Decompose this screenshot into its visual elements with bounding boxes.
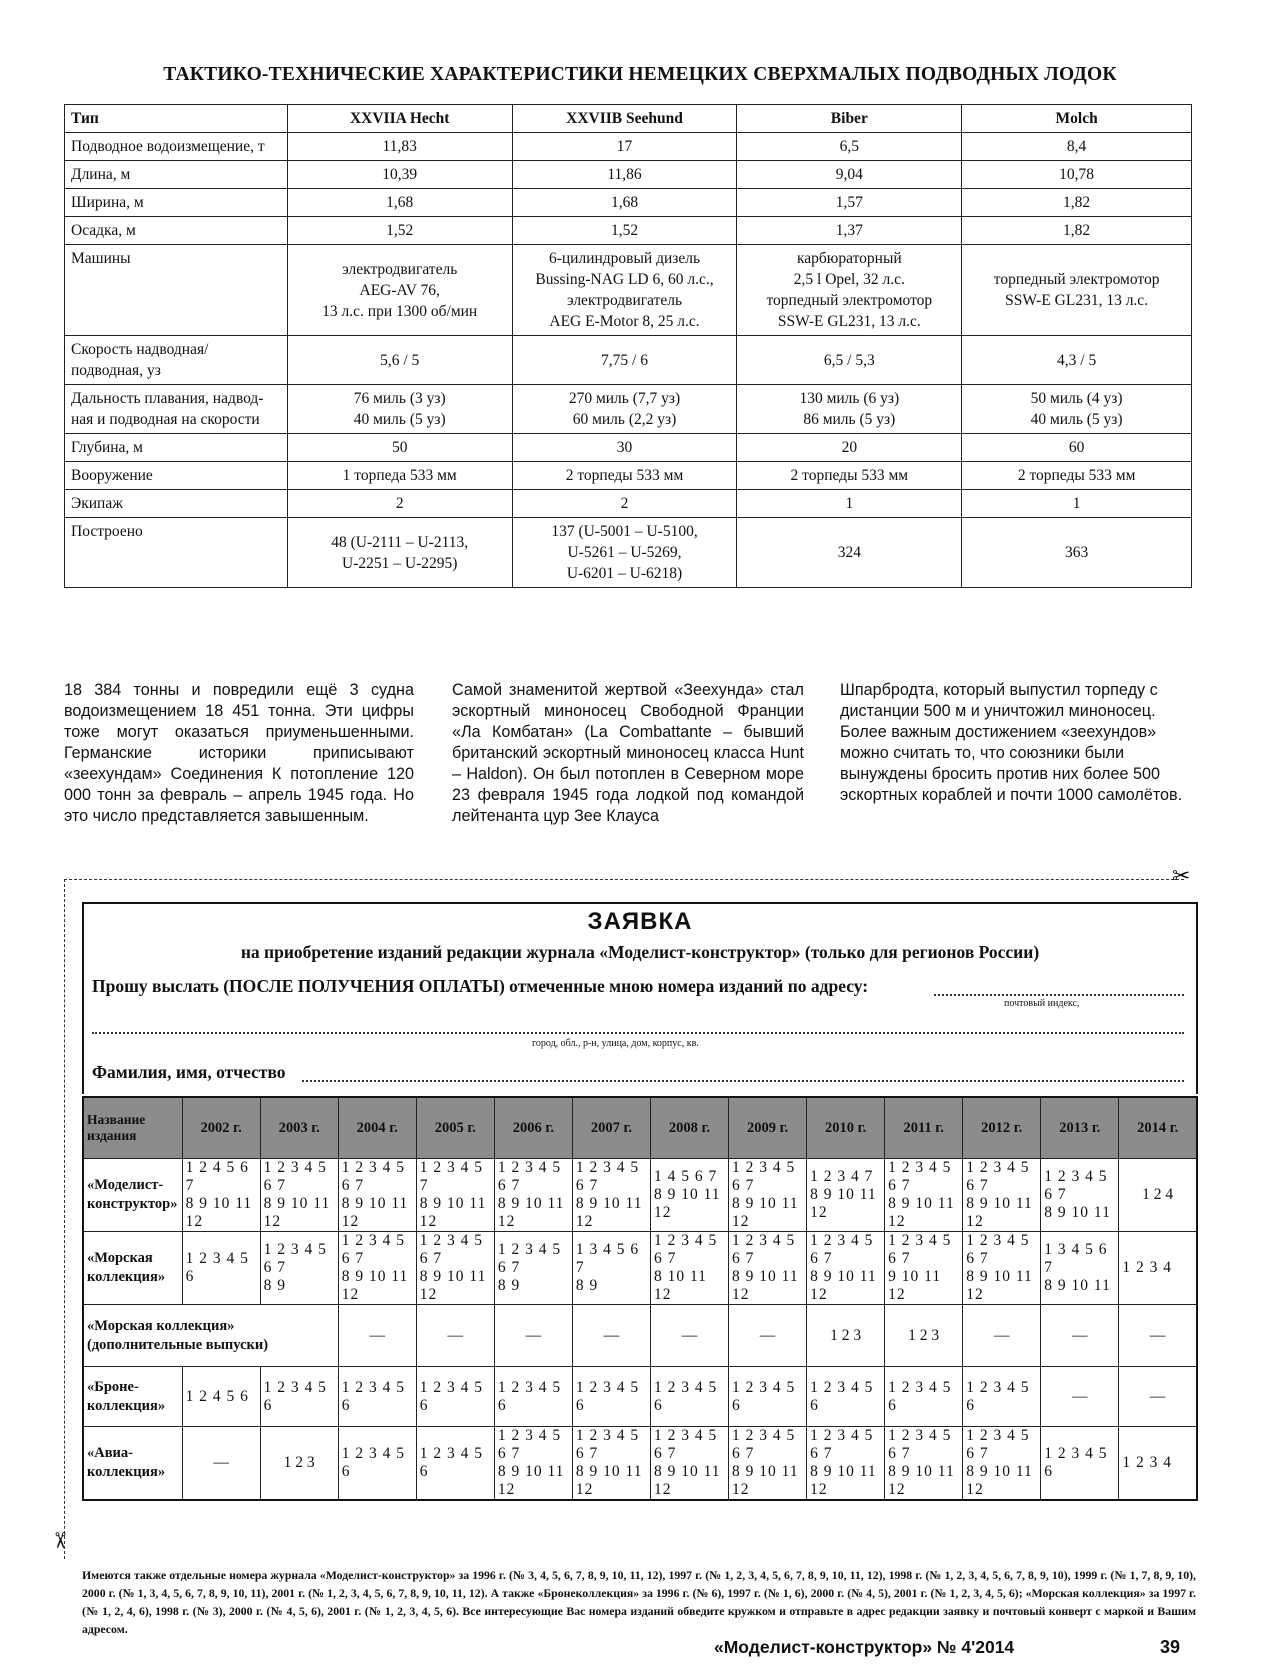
specs-value-cell: 6,5 [737,133,962,161]
issue-cell[interactable]: — [416,1305,494,1367]
specs-value-cell: 270 миль (7,7 уз) 60 миль (2,2 уз) [512,385,737,434]
cut-line-vertical [64,879,65,1559]
specs-row-label: Вооружение [65,462,288,490]
address-field-index[interactable] [934,994,1184,996]
order-form [82,902,1198,1094]
scissors-icon: ✂ [1172,864,1191,889]
specs-row [65,518,1192,588]
specs-value-cell: 10,39 [287,161,512,189]
issue-cell[interactable]: 1 2 3 4 5 6 7 8 9 10 11 12 [650,1427,728,1501]
issue-cell[interactable]: 1 2 3 4 5 6 7 8 9 10 11 12 [963,1427,1041,1501]
specs-value-cell: 50 миль (4 уз) 40 миль (5 уз) [962,385,1192,434]
address-hint: город, обл., р-н, улица, дом, корпус, кв. [532,1038,699,1049]
specs-header-cell: XXVIIA Hecht [287,105,512,133]
specs-value-cell: 1,57 [737,189,962,217]
order-table [82,1096,1198,1501]
specs-value-cell: 6,5 / 5,3 [737,336,962,385]
specs-value-cell: 1 [962,490,1192,518]
issue-cell[interactable]: 1 2 3 4 5 6 7 8 10 11 12 [650,1232,728,1305]
issue-cell[interactable]: 1 2 3 4 5 6 [572,1367,650,1427]
specs-value-cell: 2 торпеды 533 мм [737,462,962,490]
order-row [83,1367,1197,1427]
article-column-3: Шпарбродта, который выпустил торпеду с дистанции 500 м и уничтожил миноносец. Более важным достижением «зеехундов» можно считать то, что союзники были вынуждены бросить против них более 500 эскортных кораблей и почти 1000 самолётов. [840,681,1183,804]
year-header: 2008 г. [650,1097,728,1159]
issue-cell[interactable]: — [650,1305,728,1367]
issue-cell[interactable]: 1 2 3 4 5 6 7 9 10 11 12 [885,1232,963,1305]
issue-cell[interactable]: 1 2 3 4 5 6 [1041,1427,1119,1501]
index-hint: почтовый индекс, [1004,998,1080,1009]
year-header: 2011 г. [885,1097,963,1159]
issue-cell[interactable]: 1 2 3 4 5 6 [182,1232,260,1305]
cut-line-horizontal [64,879,1184,880]
name-field[interactable] [302,1080,1184,1082]
issue-cell[interactable]: 1 2 3 4 [1119,1232,1197,1305]
issue-cell[interactable]: 1 2 4 [1119,1159,1197,1232]
issue-cell[interactable]: 1 2 4 5 6 [182,1367,260,1427]
specs-value-cell: 363 [962,518,1192,588]
footer-magazine: «Моделист-конструктор» № 4'2014 [714,1637,1015,1657]
order-row [83,1159,1197,1232]
specs-value-cell: 17 [512,133,737,161]
order-row [83,1427,1197,1501]
issue-cell[interactable]: — [572,1305,650,1367]
specs-row-label: Подводное водоизмещение, т [65,133,288,161]
article-column-2: Самой знаменитой жертвой «Зеехунда» стал эскортный миноносец Свободной Франции «Ла Комбатан» (La Combattante – бывший британский эскортный миноносец класса Hunt – Haldon). Он был потоплен в Северном море 23 февраля 1945 года лодкой под командой лейтенанта цур Зее Клауса [452,681,804,825]
year-header: 2007 г. [572,1097,650,1159]
specs-value-cell: 4,3 / 5 [962,336,1192,385]
specs-row [65,462,1192,490]
issue-cell[interactable]: — [729,1305,807,1367]
specs-header-row [65,105,1192,133]
specs-row-label: Длина, м [65,161,288,189]
issue-cell[interactable]: 1 2 3 4 5 6 [885,1367,963,1427]
specs-value-cell: 137 (U-5001 – U-5100, U-5261 – U-5269, U-6201 – U-6218) [512,518,737,588]
specs-value-cell: торпедный электромотор SSW-E GL231, 13 л.с. [962,245,1192,336]
issue-cell[interactable]: 1 2 3 4 5 6 7 8 9 10 11 12 [729,1159,807,1232]
specs-value-cell: 50 [287,434,512,462]
specs-value-cell: электродвигатель AEG-AV 76, 13 л.с. при 1300 об/мин [287,245,512,336]
publication-name: «Морская коллекция» (дополнительные выпуски) [83,1305,338,1367]
issue-cell[interactable]: 1 2 3 4 5 6 [494,1367,572,1427]
specs-value-cell: 130 миль (6 уз) 86 миль (5 уз) [737,385,962,434]
specs-value-cell: 9,04 [737,161,962,189]
specs-value-cell: 11,86 [512,161,737,189]
specs-value-cell: 2 торпеды 533 мм [962,462,1192,490]
specs-row [65,245,1192,336]
issue-cell[interactable]: 1 2 3 4 7 8 9 10 11 12 [807,1159,885,1232]
specs-value-cell: 8,4 [962,133,1192,161]
issue-cell[interactable]: — [494,1305,572,1367]
specs-value-cell: 5,6 / 5 [287,336,512,385]
issue-cell[interactable]: 1 2 3 4 5 6 7 8 9 10 11 12 [729,1232,807,1305]
order-row [83,1232,1197,1305]
scissors-icon: ✂ [46,1531,72,1550]
issue-cell[interactable]: 1 2 3 4 5 6 [963,1367,1041,1427]
year-header: 2005 г. [416,1097,494,1159]
specs-value-cell: 2 торпеды 533 мм [512,462,737,490]
specs-row [65,490,1192,518]
specs-row [65,133,1192,161]
issue-cell[interactable]: — [1041,1367,1119,1427]
specs-row-label: Машины [65,245,288,336]
specs-value-cell: 1,82 [962,217,1192,245]
issue-cell[interactable]: 1 2 3 4 5 6 7 8 9 [260,1232,338,1305]
issue-cell[interactable]: 1 2 3 4 5 6 7 8 9 10 11 [1041,1159,1119,1232]
specs-header-cell: Тип [65,105,288,133]
order-header-row [83,1097,1197,1159]
specs-value-cell: 7,75 / 6 [512,336,737,385]
specs-row [65,336,1192,385]
specs-row-label: Скорость надводная/ подводная, уз [65,336,288,385]
issue-cell[interactable]: 1 2 3 4 5 6 7 8 9 10 11 12 [338,1232,416,1305]
issue-cell[interactable]: 1 2 3 4 5 6 [729,1367,807,1427]
issue-cell[interactable]: — [963,1305,1041,1367]
specs-row-label: Ширина, м [65,189,288,217]
issue-cell[interactable]: 1 2 3 4 5 6 [416,1367,494,1427]
issue-cell[interactable]: 1 2 3 4 5 6 [338,1367,416,1427]
year-header: 2009 г. [729,1097,807,1159]
issue-cell[interactable]: 1 2 3 4 5 6 7 8 9 10 11 12 [885,1427,963,1501]
issue-cell[interactable]: 1 2 3 4 5 6 7 8 9 10 11 12 [807,1232,885,1305]
specs-header-cell: XXVIIB Seehund [512,105,737,133]
form-title: ЗАЯВКА [587,908,693,935]
issue-cell[interactable]: 1 2 3 4 5 6 7 8 9 10 11 12 [963,1232,1041,1305]
specs-value-cell: 1,52 [287,217,512,245]
publication-name: «Броне- коллекция» [83,1367,182,1427]
specs-value-cell: 76 миль (3 уз) 40 миль (5 уз) [287,385,512,434]
issue-cell[interactable]: 1 2 3 4 5 6 7 8 9 10 11 12 [963,1159,1041,1232]
specs-value-cell: 1 [737,490,962,518]
specs-value-cell: 1,52 [512,217,737,245]
issue-cell[interactable]: 1 2 3 4 5 6 7 8 9 [494,1232,572,1305]
specs-value-cell: 30 [512,434,737,462]
publication-name: «Морская коллекция» [83,1232,182,1305]
year-header: 2003 г. [260,1097,338,1159]
issue-cell[interactable]: 1 2 3 4 5 6 [807,1367,885,1427]
specs-value-cell: карбюраторный 2,5 l Opel, 32 л.с. торпедный электромотор SSW-E GL231, 13 л.с. [737,245,962,336]
address-field[interactable] [92,1032,1184,1034]
issue-cell[interactable]: 1 2 3 4 5 7 8 9 10 11 12 [416,1159,494,1232]
specs-title: ТАКТИКО-ТЕХНИЧЕСКИЕ ХАРАКТЕРИСТИКИ НЕМЕЦКИХ СВЕРХМАЛЫХ ПОДВОДНЫХ ЛОДОК [163,64,1117,85]
specs-row [65,189,1192,217]
specs-value-cell: 1,37 [737,217,962,245]
specs-value-cell: 2 [287,490,512,518]
issue-cell[interactable]: 1 3 4 5 6 7 8 9 [572,1232,650,1305]
specs-row [65,217,1192,245]
issue-cell[interactable]: 1 2 3 4 5 6 7 8 9 10 11 12 [572,1159,650,1232]
year-header: 2013 г. [1041,1097,1119,1159]
specs-value-cell: 2 [512,490,737,518]
issue-cell[interactable]: 1 2 3 4 5 6 [260,1367,338,1427]
specs-row-label: Дальность плавания, надвод- ная и подводная на скорости [65,385,288,434]
specs-row [65,434,1192,462]
specs-value-cell: 11,83 [287,133,512,161]
issue-cell[interactable]: 1 2 3 [807,1305,885,1367]
specs-table [64,104,1192,588]
specs-row [65,161,1192,189]
year-header: 2004 г. [338,1097,416,1159]
issue-cell[interactable]: 1 4 5 6 7 8 9 10 11 12 [650,1159,728,1232]
issue-cell[interactable]: 1 2 3 4 5 6 7 8 9 10 11 12 [338,1159,416,1232]
year-header: 2012 г. [963,1097,1041,1159]
name-label: Фамилия, имя, отчество [92,1062,286,1082]
specs-value-cell: 20 [737,434,962,462]
specs-value-cell: 48 (U-2111 – U-2113, U-2251 – U-2295) [287,518,512,588]
year-header: 2010 г. [807,1097,885,1159]
page-number: 39 [1160,1637,1181,1657]
year-header: 2006 г. [494,1097,572,1159]
year-header: 2014 г. [1119,1097,1197,1159]
specs-row-label: Глубина, м [65,434,288,462]
specs-value-cell: 1,68 [512,189,737,217]
issue-cell[interactable]: 1 2 3 4 [1119,1427,1197,1501]
specs-value-cell: 60 [962,434,1192,462]
form-subtitle: на приобретение изданий редакции журнала «Моделист-конструктор» (только для регионов России) [240,942,1040,962]
publication-name-header: Название издания [83,1097,182,1159]
issue-cell[interactable]: — [1119,1367,1197,1427]
issue-cell[interactable]: 1 2 3 [885,1305,963,1367]
specs-value-cell: 1,68 [287,189,512,217]
specs-value-cell: 324 [737,518,962,588]
issue-cell[interactable]: 1 2 3 4 5 6 7 8 9 10 11 12 [494,1427,572,1501]
issue-cell[interactable]: 1 2 3 4 5 6 7 8 9 10 11 12 [416,1232,494,1305]
notes-text: Имеются также отдельные номера журнала «Моделист-конструктор» за 1996 г. (№ 3, 4, 5, 6, 7, 8, 9, 10, 11, 12), 1997 г. (№ 1, 2, 3, 4, 5, 6, 7, 8, 9, 10, 11, 12), 1998 г. (№ 1, 2, 3, 4, 5, 6, 7, 8, 9, 10), 1999 г. (№ 1, 7, 8, 9, 10), 2000 г. (№ 1, 3, 4, 5, 6, 7, 8, 9, 10, 11), 2001 г. (№ 1, 2, 3, 4, 5, 6, 7, 8, 9, 10, 11, 12). А также «Бронеколлекция» за 1996 г. (№ 6), 1997 г. (№ 1, 6), 2000 г. (№ 4, 5), 2001 г. (№ 1, 2, 3, 4, 5, 6); «Морская коллекция» за 1997 г. (№ 1, 2, 4, 6), 1998 г. (№ 3), 2000 г. (№ 4, 5, 6), 2001 г. (№ 1, 2, 3, 4, 5, 6). Все интересующие Вас номера изданий обведите кружком и отправьте в адрес редакции заявку и почтовый конверт с маркой и Вашим адресом. [82,1568,1196,1636]
issue-cell[interactable]: — [182,1427,260,1501]
issue-cell[interactable]: 1 2 4 5 6 7 8 9 10 11 12 [182,1159,260,1232]
issue-cell[interactable]: 1 2 3 4 5 6 7 8 9 10 11 12 [260,1159,338,1232]
issue-cell[interactable]: 1 2 3 4 5 6 [416,1427,494,1501]
specs-row-label: Экипаж [65,490,288,518]
specs-row [65,385,1192,434]
issue-cell[interactable]: 1 2 3 [260,1427,338,1501]
year-header: 2002 г. [182,1097,260,1159]
order-row [83,1305,1197,1367]
issue-cell[interactable]: 1 2 3 4 5 6 7 8 9 10 11 12 [885,1159,963,1232]
issue-cell[interactable]: 1 2 3 4 5 6 [650,1367,728,1427]
publication-name: «Моделист- конструктор» [83,1159,182,1232]
specs-value-cell: 1,82 [962,189,1192,217]
issue-cell[interactable]: 1 2 3 4 5 6 7 8 9 10 11 12 [572,1427,650,1501]
issue-cell[interactable]: — [338,1305,416,1367]
issue-cell[interactable]: 1 2 3 4 5 6 [338,1427,416,1501]
article-column-1: 18 384 тонны и повредили ещё 3 судна водоизмещением 18 451 тонна. Эти цифры тоже могут оказаться приуменьшенными. Германские историки приписывают «зеехундам» Соединения К потопление 120 000 тонн за февраль – апрель 1945 года. Но это число представляется завышенным. [64,681,414,825]
specs-header-cell: Biber [737,105,962,133]
specs-value-cell: 6-цилиндровый дизель Bussing-NAG LD 6, 60 л.с., электродвигатель AEG E-Motor 8, 25 л.с. [512,245,737,336]
issue-cell[interactable]: 1 3 4 5 6 7 8 9 10 11 [1041,1232,1119,1305]
issue-cell[interactable]: 1 2 3 4 5 6 7 8 9 10 11 12 [807,1427,885,1501]
specs-value-cell: 1 торпеда 533 мм [287,462,512,490]
specs-row-label: Построено [65,518,288,588]
publication-name: «Авиа- коллекция» [83,1427,182,1501]
specs-row-label: Осадка, м [65,217,288,245]
form-request-label: Прошу выслать (ПОСЛЕ ПОЛУЧЕНИЯ ОПЛАТЫ) отмеченные мною номера изданий по адресу: [92,976,869,996]
specs-header-cell: Molch [962,105,1192,133]
issue-cell[interactable]: — [1119,1305,1197,1367]
issue-cell[interactable]: — [1041,1305,1119,1367]
specs-value-cell: 10,78 [962,161,1192,189]
issue-cell[interactable]: 1 2 3 4 5 6 7 8 9 10 11 12 [494,1159,572,1232]
issue-cell[interactable]: 1 2 3 4 5 6 7 8 9 10 11 12 [729,1427,807,1501]
